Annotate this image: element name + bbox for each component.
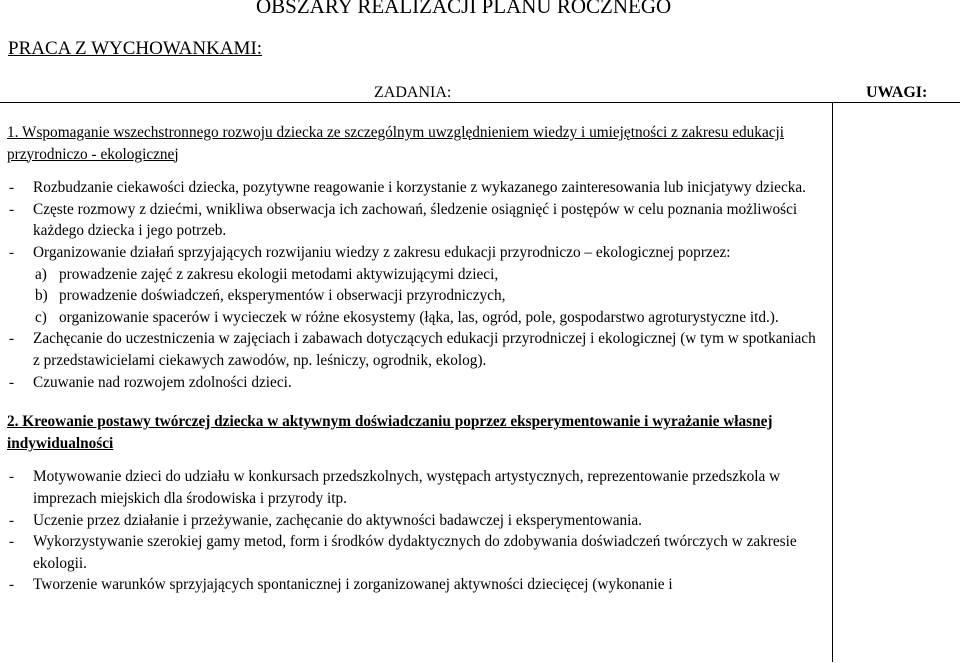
task-2-heading: 2. Kreowanie postawy twórczej dziecka w aktywnym doświadczaniu poprzez eksperymentowanie i wyrażanie własnej indywidualności [7, 413, 773, 452]
list-item: - Zachęcanie do uczestniczenia w zajęciach i zabawach dotyczących edukacji przyrodniczej i ekologicznej (w tym w spotkaniach z przedstawicielami ciekawych zawodów, np. leśniczy, ogrodnik, ekolog). [9, 330, 816, 369]
list-item: - Motywowanie dzieci do udziału w konkursach przedszkolnych, występach artystycznych, reprezentowanie przedszkola w imprezach miejskich dla środowiska i przyrody itp. [9, 468, 781, 507]
list-item: - Rozbudzanie ciekawości dziecka, pozytywne reagowanie i korzystanie z wykazanego zainteresowania lub inicjatywy dziecka. [9, 179, 807, 197]
tasks-column-header: ZADANIA: [374, 84, 452, 101]
list-item: - Organizowanie działań sprzyjających rozwijaniu wiedzy z zakresu edukacji przyrodniczo – ekologicznej poprzez: [9, 243, 731, 261]
list-item: - Częste rozmowy z dziećmi, wnikliwa obserwacja ich zachowań, śledzenie osiągnięć i postępów w celu poznania możliwości każdego dziecka i jego potrzeb. [9, 200, 798, 240]
list-item: - Tworzenie warunków sprzyjających spontanicznej i zorganizowanej aktywności dziecięcej (wykonanie i [9, 576, 673, 594]
document-title: OBSZARY REALIZACJI PLANU ROCZNEGO [256, 0, 672, 18]
column-divider [832, 102, 833, 662]
list-item: - Wykorzystywanie szerokiej gamy metod, form i środków dydaktycznych do zdobywania doświadczeń twórczych w zakresie ekologii. [9, 533, 797, 572]
tasks-column [7, 122, 825, 596]
list-item: - Czuwanie nad rozwojem zdolności dzieci. [9, 373, 292, 391]
task-1-heading: 1. Wspomaganie wszechstronnego rozwoju dziecka ze szczególnym uwzględnieniem wiedzy i umiejętności z zakresu edukacji przyrodniczo - ekologicznej [7, 124, 785, 163]
notes-column-header: UWAGI: [866, 84, 928, 101]
sub-list-item: a) prowadzenie zajęć z zakresu ekologii metodami aktywizującymi dzieci, [35, 265, 499, 283]
sub-list-item: b) prowadzenie doświadczeń, eksperymentów i obserwacji przyrodniczych, [35, 287, 506, 305]
sub-list-item: c) organizowanie spacerów i wycieczek w różne ekosystemy (łąka, las, ogród, pole, gospodarstwo agroturystyczne itd.). [35, 308, 779, 326]
section-title: PRACA Z WYCHOWANKAMI: [8, 38, 263, 59]
list-item: - Uczenie przez działanie i przeżywanie, zachęcanie do aktywności badawczej i eksperymentowania. [9, 511, 643, 529]
